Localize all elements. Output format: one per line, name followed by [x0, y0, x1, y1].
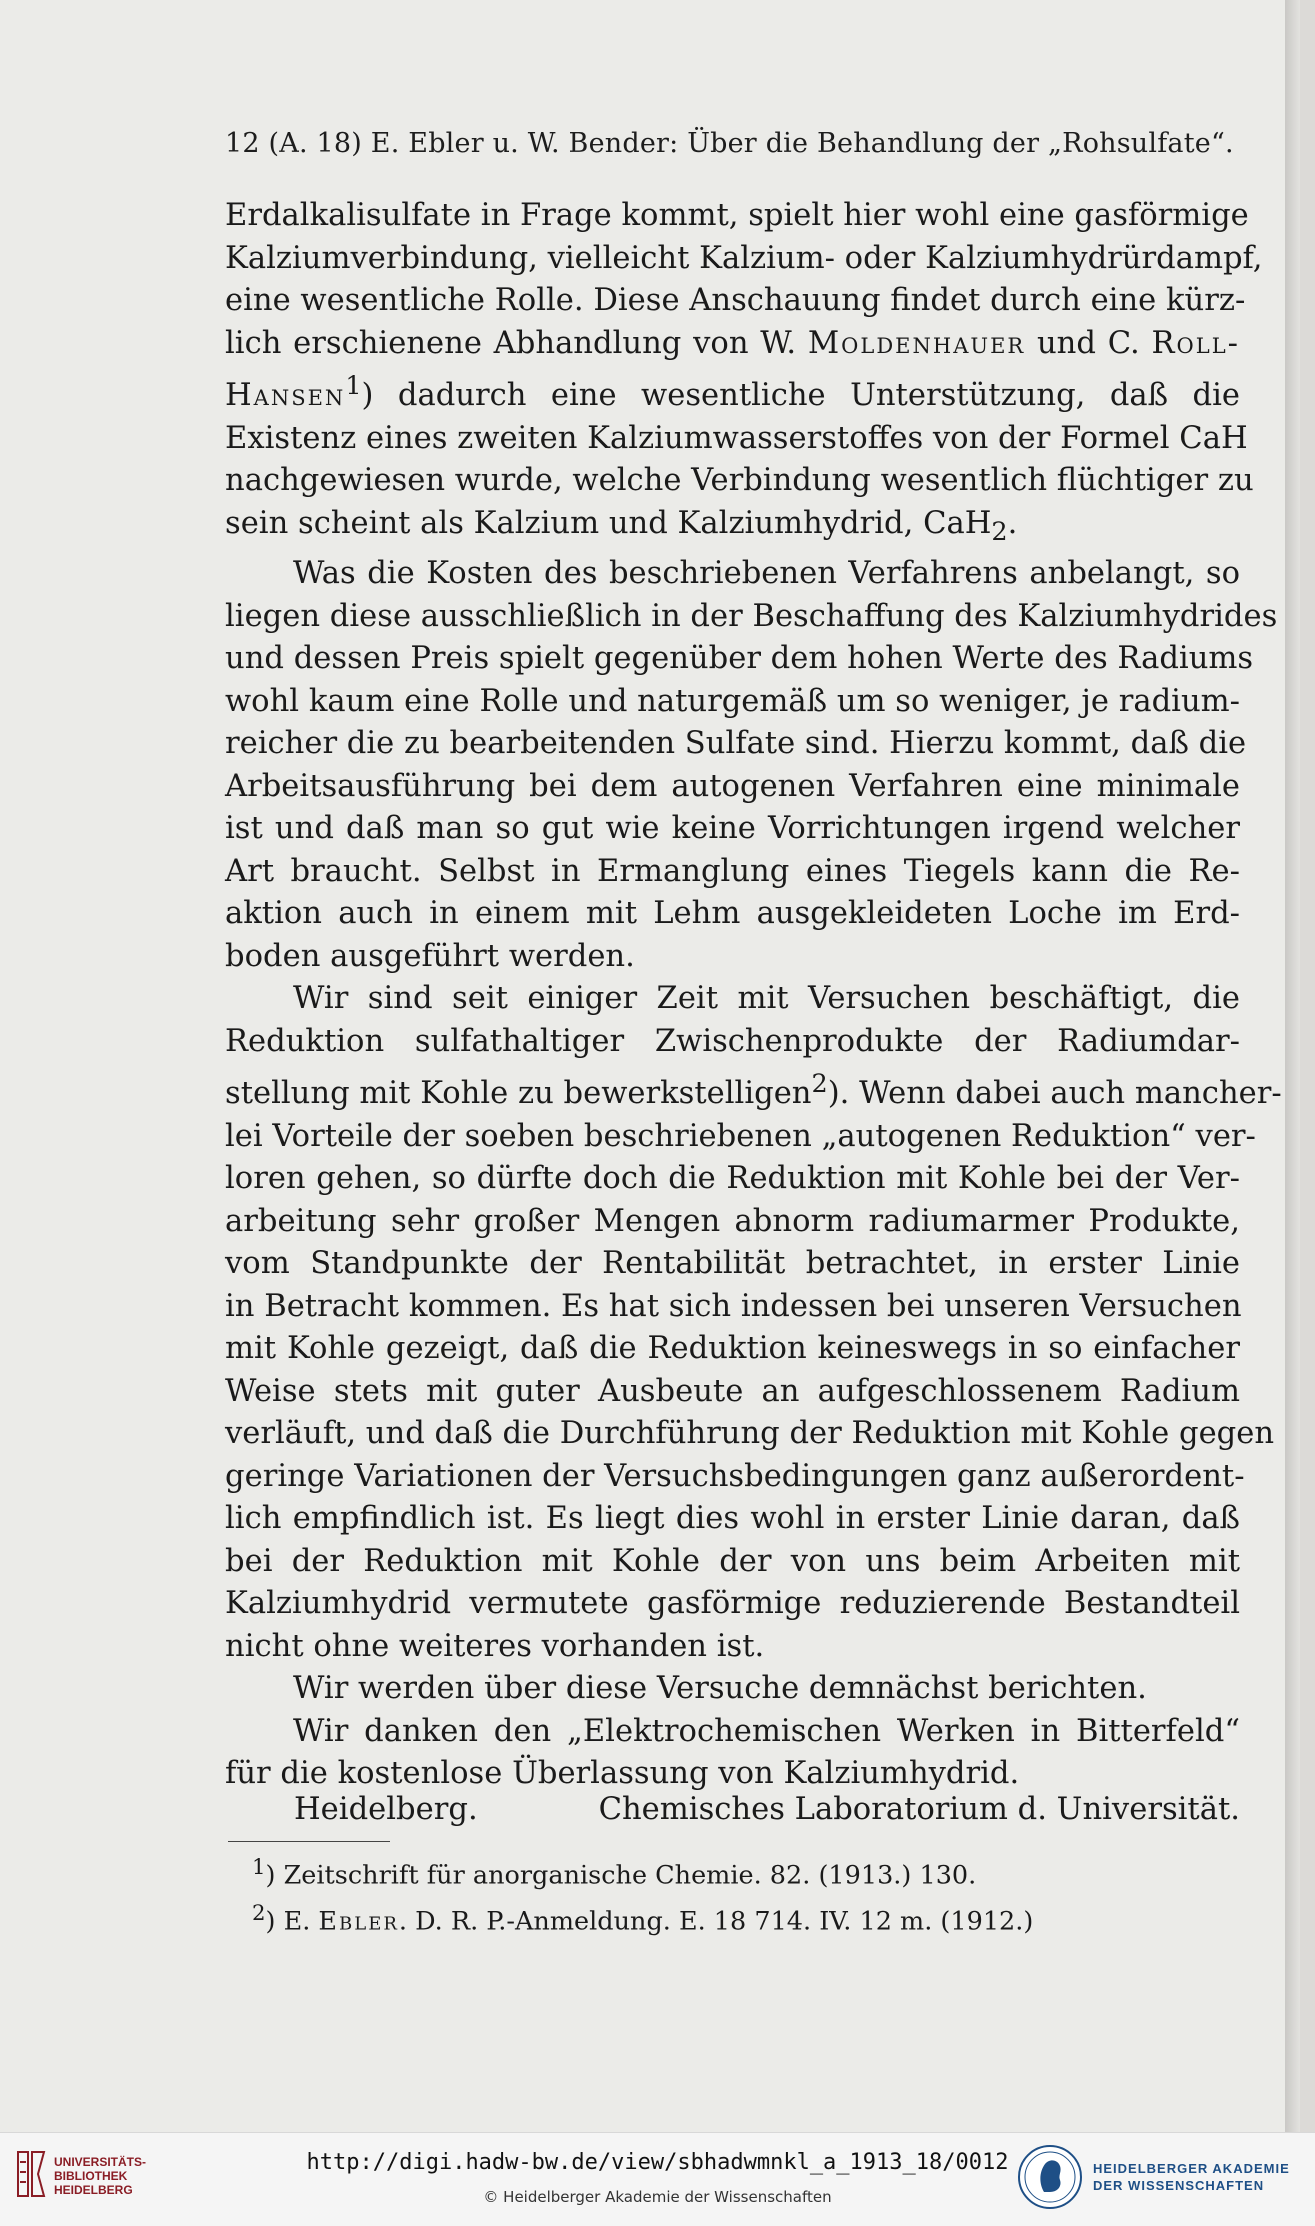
footnote-ref-1: 1: [345, 371, 362, 401]
footnote-1: $^1$) Zeitschrift für anorganische Chemie. 82. (1913.) 130.: [252, 1855, 977, 1891]
text-line: arbeitung sehr großer Mengen abnorm radiumarmer Produkte,: [225, 1203, 1240, 1239]
text-line: lei Vorteile der soeben beschriebenen „autogenen Reduktion“ ver-: [225, 1118, 1256, 1154]
signature-row: [294, 1792, 1240, 1827]
footnote-divider: [228, 1841, 390, 1842]
text-line: mit Kohle gezeigt, daß die Reduktion keineswegs in so einfacher: [225, 1331, 1240, 1367]
text-line: bei der Reduktion mit Kohle der von uns beim Arbeiten mit: [225, 1543, 1240, 1579]
text-line: ist und daß man so gut wie keine Vorrichtungen irgend welcher: [225, 811, 1240, 847]
text-line: vom Standpunkte der Rentabilität betrachtet, in erster Linie: [225, 1246, 1240, 1282]
running-header: 12 (A. 18) E. Ebler u. W. Bender: Über die Behandlung der „Rohsulfate“.: [225, 128, 1234, 159]
footnote-ref-2: 2: [811, 1069, 828, 1100]
text-line: boden ausgeführt werden.: [225, 938, 635, 974]
permalink-url[interactable]: http://digi.hadw-bw.de/view/sbhadwmnkl_a_1913_18/0012: [306, 2150, 1009, 2175]
footnote-2: $^2$) E. Ebler. D. R. P.-Anmeldung. E. 18 714. IV. 12 m. (1912.): [252, 1900, 1034, 1936]
text-line: loren gehen, so dürfte doch die Reduktion mit Kohle bei der Ver-: [225, 1161, 1240, 1197]
text-line: eine wesentliche Rolle. Diese Anschauung findet durch eine kürz-: [225, 283, 1246, 318]
text-line: wohl kaum eine Rolle und naturgemäß um so weniger, je radium-: [225, 683, 1240, 719]
text-line: Arbeitsausführung bei dem autogenen Verfahren eine minimale: [225, 768, 1240, 804]
text-line: Was die Kosten des beschriebenen Verfahrens anbelangt, so: [293, 556, 1240, 592]
author-name-ebler: Ebler: [318, 1906, 399, 1936]
page-gutter: [1285, 0, 1300, 2132]
text-line: nicht ohne weiteres vorhanden ist.: [225, 1628, 765, 1664]
text-line: Erdalkalisulfate in Frage kommt, spielt hier wohl eine gasförmige: [225, 198, 1249, 233]
text-line: sein scheint als Kalzium und Kalziumhydrid, CaH$_2$.: [225, 505, 1018, 547]
text-line: Wir werden über diese Versuche demnächst berichten.: [293, 1671, 1147, 1707]
text-line: geringe Variationen der Versuchsbedingungen ganz außerordent-: [225, 1458, 1245, 1494]
footnotes: [252, 1849, 1033, 1940]
text-line: nachgewiesen wurde, welche Verbindung wesentlich flüchtiger zu: [225, 463, 1254, 499]
text-line: Wir sind seit einiger Zeit mit Versuchen beschäftigt, die: [293, 981, 1240, 1017]
body-text: [225, 195, 1282, 1796]
text-line: und dessen Preis spielt gegenüber dem hohen Werte des Radiums: [225, 641, 1254, 677]
author-name-roll: Roll-: [1151, 325, 1240, 361]
text-line: liegen diese ausschließlich in der Beschaffung des Kalziumhydrides: [225, 598, 1278, 634]
author-name-moldenhauer: Moldenhauer: [807, 325, 1026, 361]
author-name-hansen: Hansen: [225, 378, 346, 414]
text-line: für die kostenlose Überlassung von Kalziumhydrid.: [225, 1756, 1020, 1792]
text-line: reicher die zu bearbeitenden Sulfate sind. Hierzu kommt, daß die: [225, 726, 1247, 762]
text-line: Reduktion sulfathaltiger Zwischenprodukte der Radiumdar-: [225, 1023, 1240, 1059]
footnote-mark: 2: [252, 1900, 266, 1926]
subscript: 2: [991, 516, 1008, 547]
text-line: in Betracht kommen. Es hat sich indessen bei unseren Versuchen: [225, 1288, 1242, 1324]
academy-seal-icon[interactable]: [1017, 2144, 1083, 2210]
text-line: stellung mit Kohle zu bewerkstelligen$^2$). Wenn dabei auch mancher-: [225, 1069, 1282, 1112]
signature-institution: Chemisches Laboratorium d. Universität.: [598, 1792, 1240, 1827]
text-line: verläuft, und daß die Durchführung der Reduktion mit Kohle gegen: [225, 1416, 1275, 1452]
text-line: lich erschienene Abhandlung von W. Moldenhauer und C. Roll-: [225, 325, 1240, 361]
text-line: Art braucht. Selbst in Ermanglung eines Tiegels kann die Re-: [225, 853, 1240, 889]
text-line: Kalziumhydrid vermutete gasförmige reduzierende Bestandteil: [225, 1586, 1240, 1622]
text-line: Existenz eines zweiten Kalziumwasserstoffes von der Formel CaH: [225, 420, 1248, 456]
text-line: Weise stets mit guter Ausbeute an aufgeschlossenem Radium: [225, 1373, 1240, 1409]
university-library-name: UNIVERSITÄTS- BIBLIOTHEK HEIDELBERG: [54, 2155, 147, 2197]
text-line: Hansen$^1$) dadurch eine wesentliche Unterstützung, daß die: [225, 371, 1240, 414]
copyright-notice: © Heidelberger Akademie der Wissenschaften: [483, 2188, 832, 2206]
text-line: Wir danken den „Elektrochemischen Werken in Bitterfeld“: [293, 1713, 1240, 1749]
academy-name: HEIDELBERGER AKADEMIE DER WISSENSCHAFTEN: [1093, 2161, 1290, 2193]
text-line: aktion auch in einem mit Lehm ausgekleideten Loche im Erd-: [225, 896, 1240, 932]
text-line: lich empfindlich ist. Es liegt dies wohl in erster Linie daran, daß: [225, 1501, 1240, 1537]
footnote-mark: 1: [252, 1855, 266, 1880]
signature-place: Heidelberg.: [294, 1792, 478, 1827]
text-line: Kalziumverbindung, vielleicht Kalzium- oder Kalziumhydrürdampf,: [225, 240, 1263, 276]
